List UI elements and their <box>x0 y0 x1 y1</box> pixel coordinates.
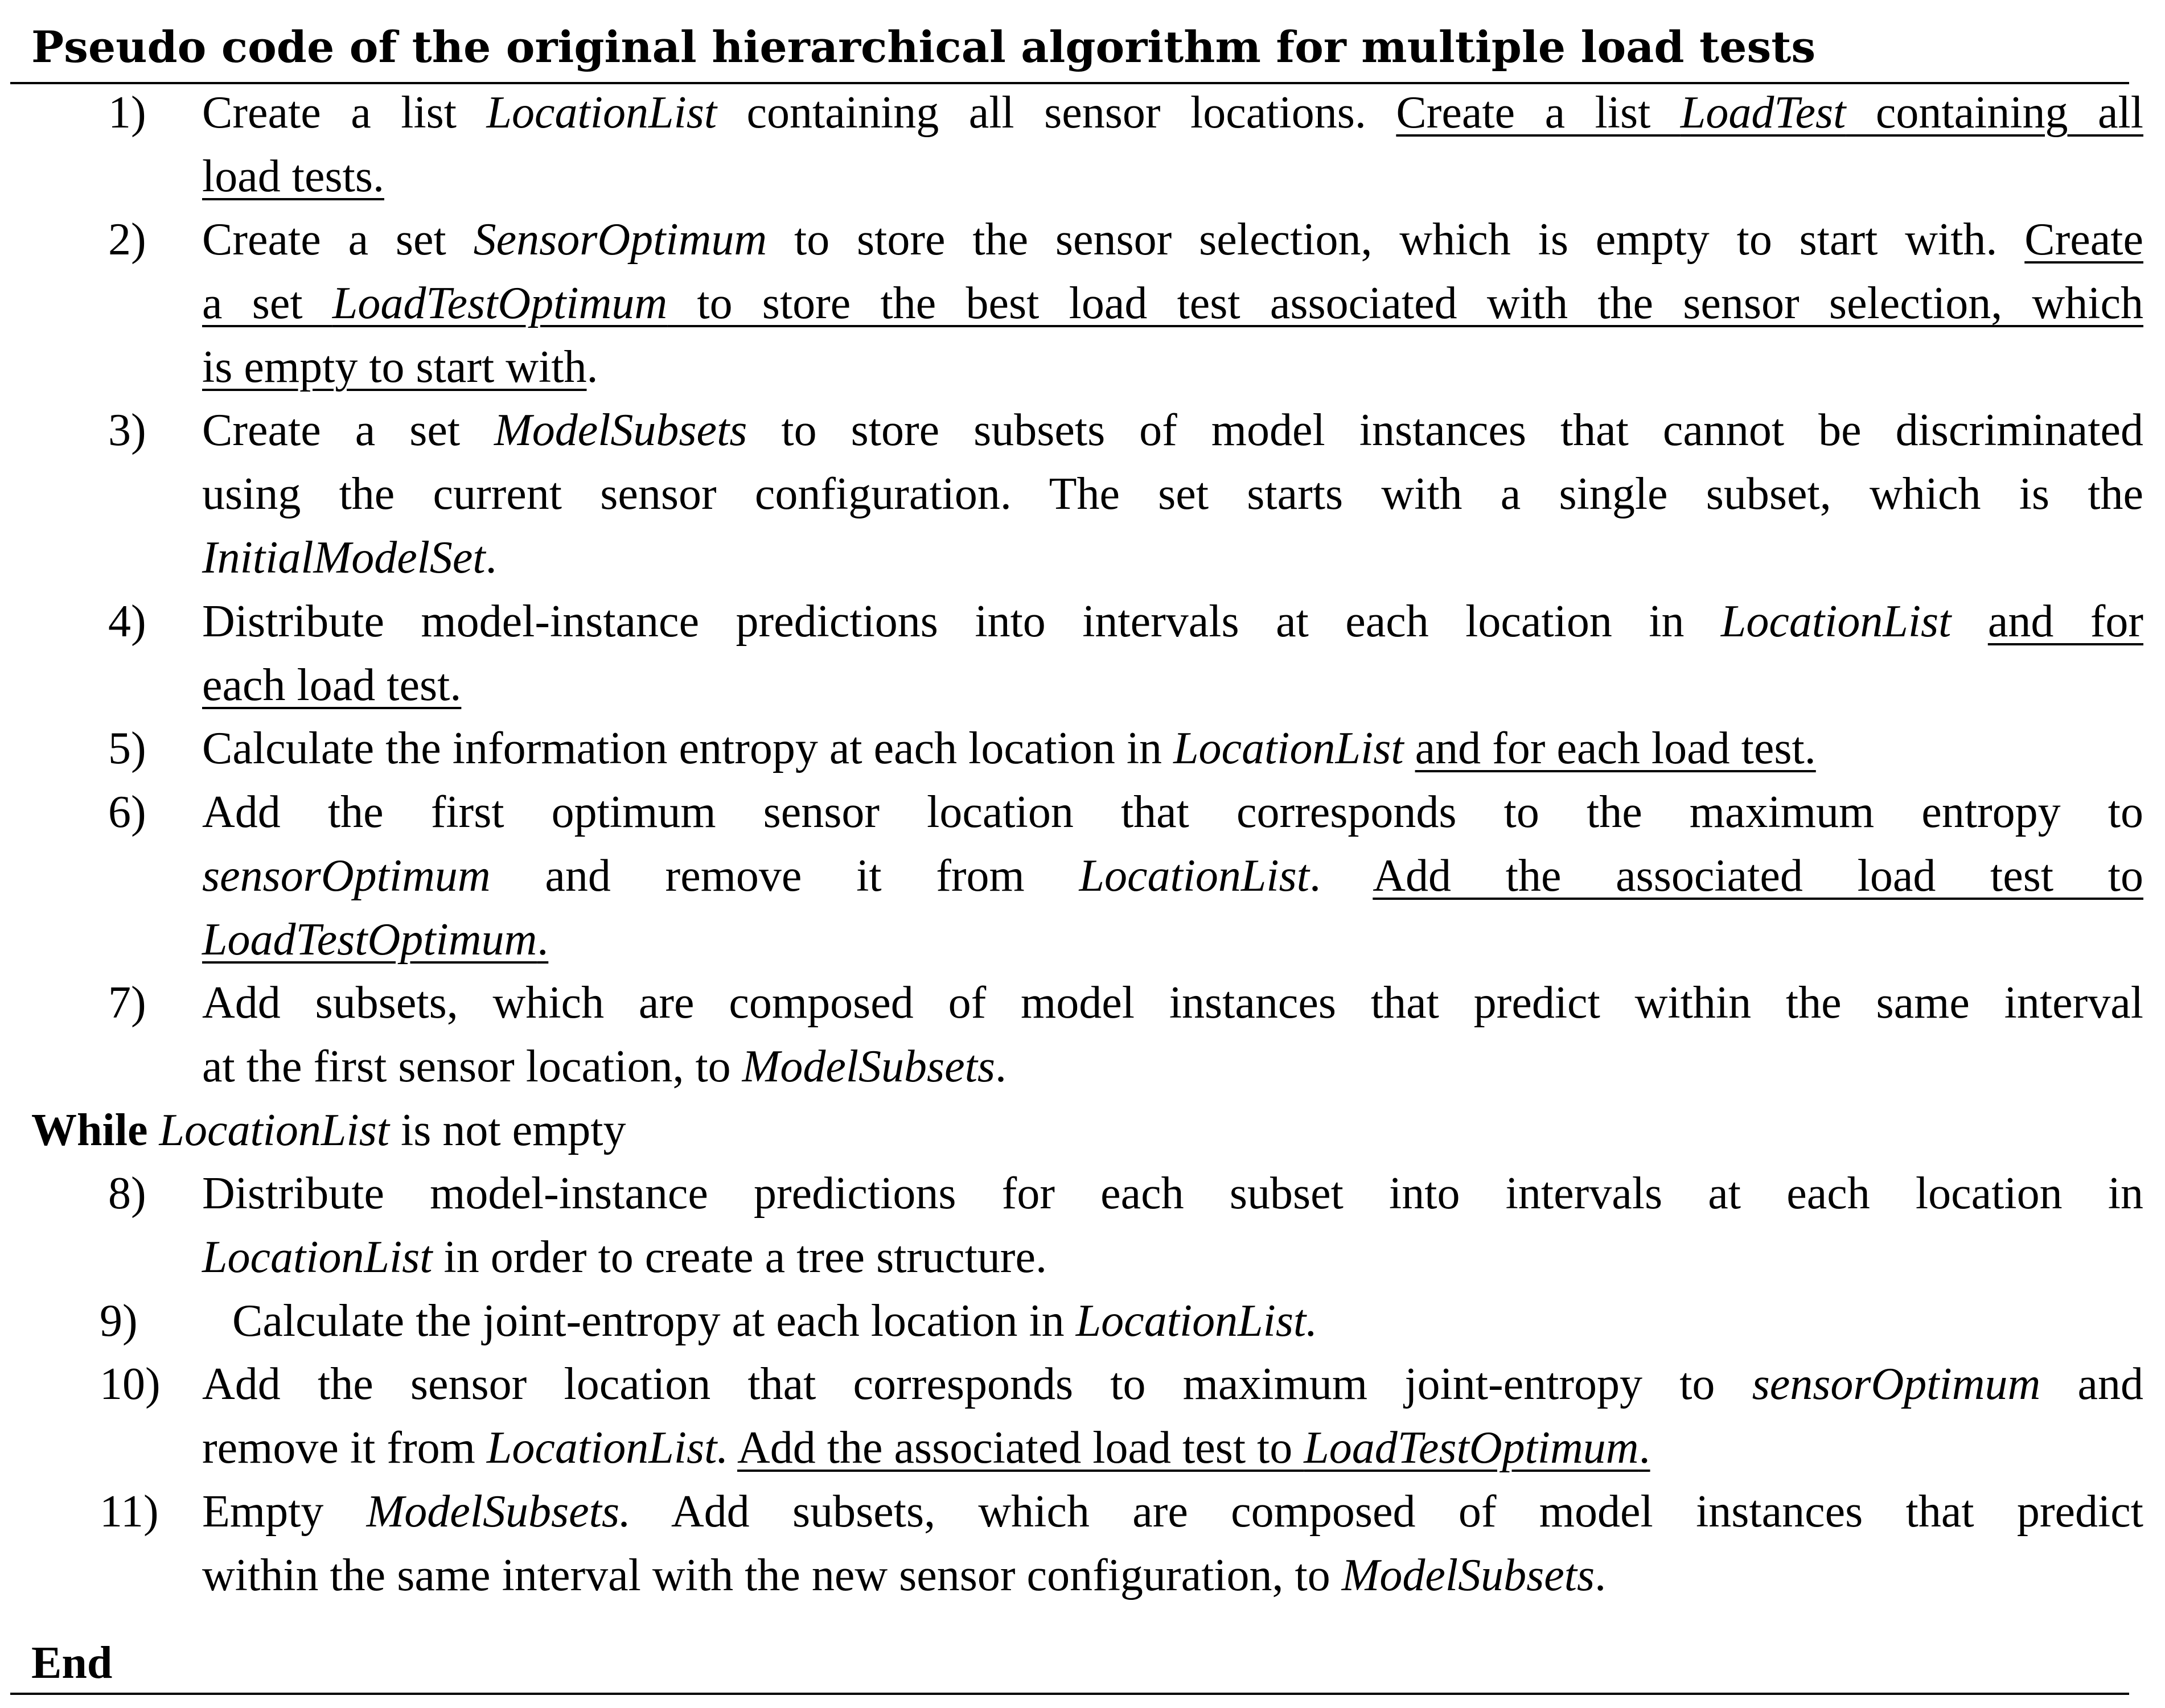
step-2-number: 2) <box>108 215 146 265</box>
step-8-line-1: Distribute model-instance predictions for each subset into intervals at each location in <box>202 1168 2143 1219</box>
step-2-line-3: is empty to start with. <box>202 342 598 392</box>
step-1-line-1: Create a list LocationList containing all sensor locations. Create a list LoadTest containing all <box>202 88 2143 138</box>
step-1-number: 1) <box>108 88 146 138</box>
step-10-line-1: Add the sensor location that corresponds to maximum joint-entropy to sensorOptimum and <box>202 1359 2143 1409</box>
step-11-line-1: Empty ModelSubsets. Add subsets, which are composed of model instances that predict <box>202 1487 2143 1537</box>
step-8-number: 8) <box>108 1168 146 1219</box>
step-11-line-2: within the same interval with the new sensor configuration, to ModelSubsets. <box>202 1550 1607 1600</box>
step-3-line-3: InitialModelSet. <box>202 533 497 583</box>
step-6-line-1: Add the first optimum sensor location that corresponds to the maximum entropy to <box>202 787 2143 837</box>
step-6-line-3: LoadTestOptimum. <box>202 915 549 965</box>
end-keyword: End <box>31 1638 113 1688</box>
table-title: Pseudo code of the original hierarchical algorithm for multiple load tests <box>31 22 1816 72</box>
step-5-number: 5) <box>108 723 146 773</box>
step-7-line-1: Add subsets, which are composed of model instances that predict within the same interval <box>202 978 2143 1028</box>
step-6-number: 6) <box>108 787 146 837</box>
step-9-line-1: Calculate the joint-entropy at each location in LocationList. <box>232 1296 1318 1346</box>
step-3-line-2: using the current sensor configuration. The set starts with a single subset, which is the <box>202 469 2143 519</box>
step-3-number: 3) <box>108 405 146 455</box>
step-4-number: 4) <box>108 596 146 647</box>
bottom-rule <box>10 1693 2129 1695</box>
while-keyword: While <box>31 1105 148 1155</box>
step-2-line-1: Create a set SensorOptimum to store the sensor selection, which is empty to start with. Create <box>202 215 2143 265</box>
step-11-number: 11) <box>100 1487 159 1537</box>
step-7-number: 7) <box>108 978 146 1028</box>
step-6-line-2: sensorOptimum and remove it from LocationList. Add the associated load test to <box>202 851 2144 901</box>
step-10-number: 10) <box>100 1359 161 1409</box>
step-9-number: 9) <box>100 1296 138 1346</box>
step-8-line-2: LocationList in order to create a tree structure. <box>202 1232 1047 1282</box>
step-10-line-2: remove it from LocationList. Add the associated load test to LoadTestOptimum. <box>202 1423 1650 1473</box>
while-line: While LocationList is not empty <box>31 1105 626 1155</box>
step-4-line-1: Distribute model-instance predictions into intervals at each location in LocationList and for <box>202 596 2144 647</box>
step-1-line-2: load tests. <box>202 151 384 201</box>
step-2-line-2: a set LoadTestOptimum to store the best load test associated with the sensor selection, which <box>202 278 2144 328</box>
step-5-line-1: Calculate the information entropy at each location in LocationList and for each load test. <box>202 723 1816 773</box>
step-3-line-1: Create a set ModelSubsets to store subsets of model instances that cannot be discriminated <box>202 405 2143 455</box>
step-4-line-2: each load test. <box>202 660 462 710</box>
step-7-line-2: at the first sensor location, to ModelSubsets. <box>202 1042 1007 1092</box>
